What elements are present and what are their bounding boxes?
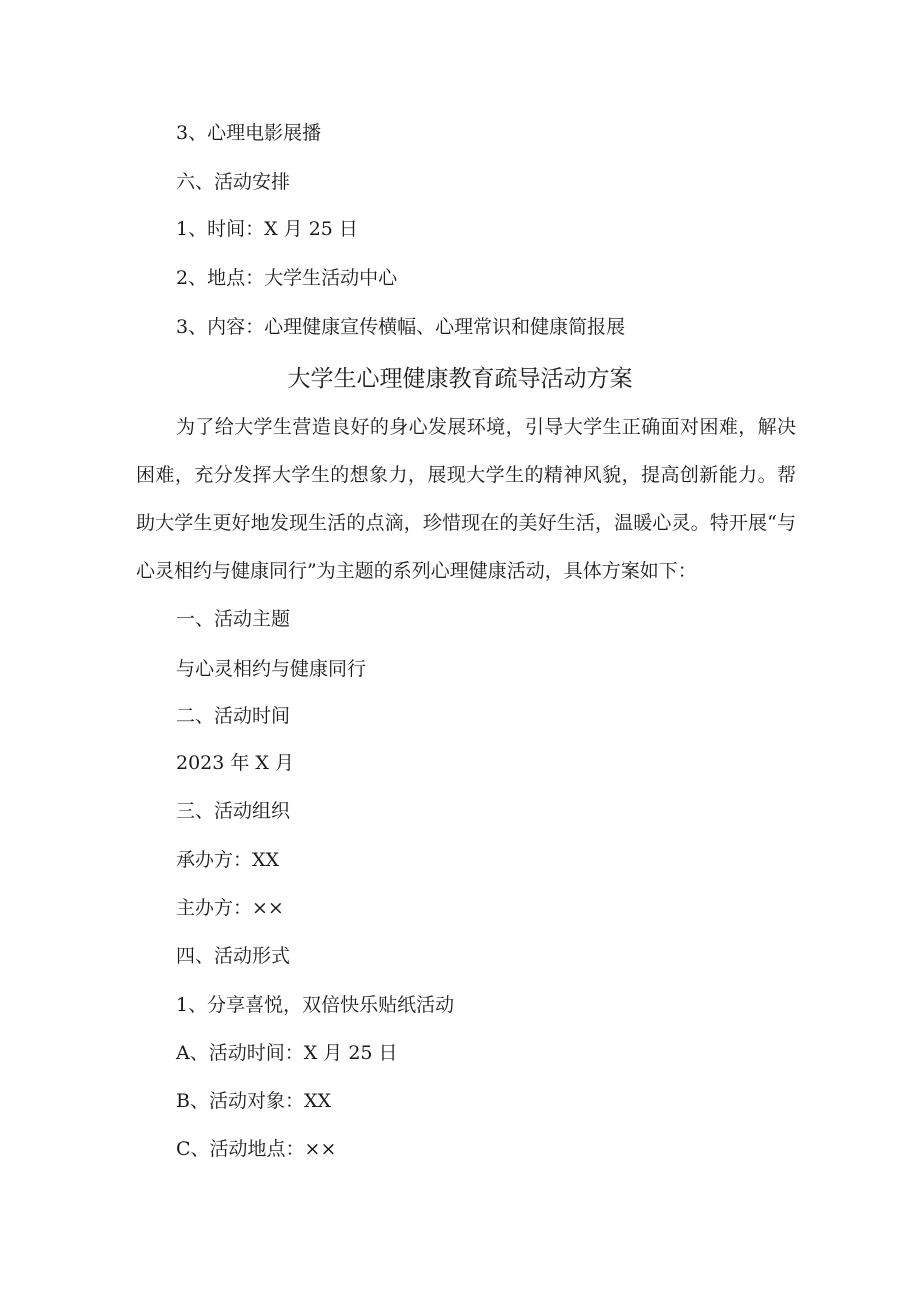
intro-paragraph: 为了给大学生营造良好的身心发展环境，引导大学生正确面对困难，解决困难，充分发挥大学生的想象力，展现大学生的精神风貌，提高创新能力。帮助大学生更好地发现生活的点滴，珍惜现在的美好生活，温暖心灵。特开展“与心灵相约与健康同行”为主题的系列心理健康活动，具体方案如下： (136, 416, 796, 582)
theme-text: 与心灵相约与健康同行 (176, 658, 367, 680)
section-heading-organization: 三、活动组织 (176, 800, 291, 822)
activity-time: A、活动时间：X 月 25 日 (176, 1042, 398, 1064)
host-text: 主办方：×× (176, 897, 284, 919)
time-text: 2023 年 X 月 (176, 752, 294, 774)
activity-place: C、活动地点：×× (176, 1138, 337, 1160)
document-title: 大学生心理健康教育疏导活动方案 (287, 366, 633, 392)
list-item-place: 2、地点：大学生活动中心 (176, 267, 398, 289)
activity-target: B、活动对象：XX (176, 1090, 332, 1112)
list-item-film: 3、心理电影展播 (176, 122, 322, 144)
section-heading-theme: 一、活动主题 (176, 608, 291, 630)
list-item-content: 3、内容：心理健康宣传横幅、心理常识和健康简报展 (176, 316, 626, 338)
section-heading-arrangement: 六、活动安排 (176, 171, 291, 193)
section-heading-time: 二、活动时间 (176, 705, 291, 727)
form-item-sticker-activity: 1、分享喜悦，双倍快乐贴纸活动 (176, 994, 455, 1016)
organizer-text: 承办方：XX (176, 849, 280, 871)
section-heading-form: 四、活动形式 (176, 945, 291, 967)
list-item-time: 1、时间：X 月 25 日 (176, 218, 358, 240)
